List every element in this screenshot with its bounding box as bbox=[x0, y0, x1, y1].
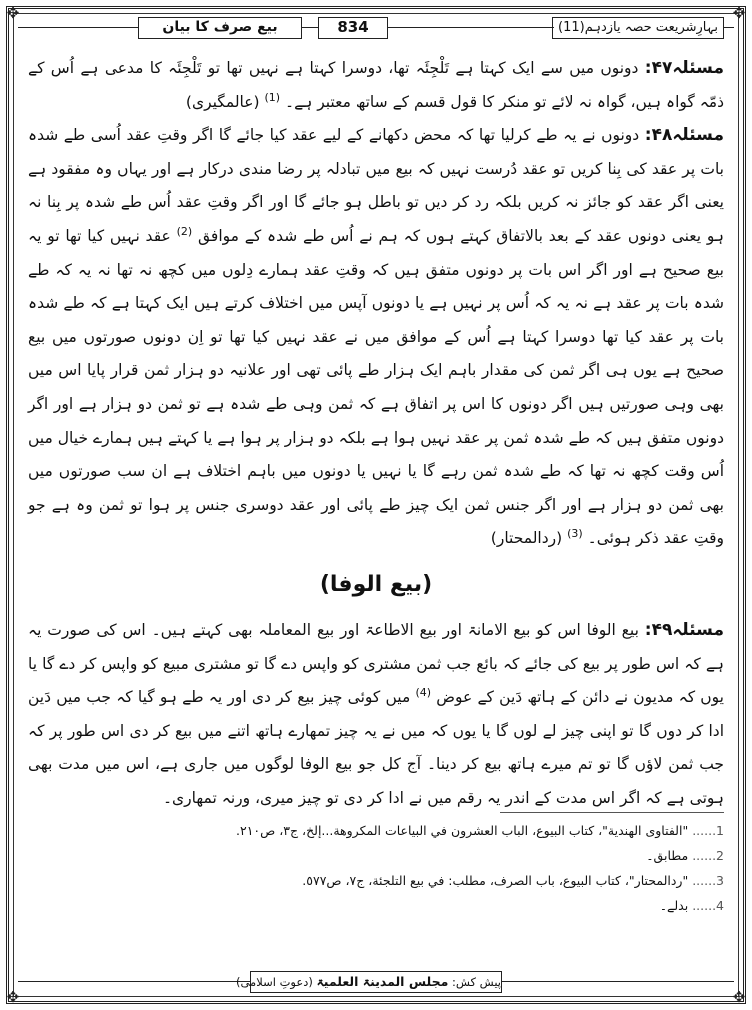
corner-ornament-icon: ✥ bbox=[732, 4, 746, 22]
footnote-text: مطابق۔ bbox=[646, 848, 689, 863]
footnote-number: 2...... bbox=[692, 848, 724, 863]
footnote-ref: (1) bbox=[264, 90, 281, 104]
footnote-divider bbox=[500, 812, 724, 813]
footer-org-note: (دعوتِ اسلامی) bbox=[235, 975, 313, 989]
paragraph-47 bbox=[28, 52, 724, 119]
main-text bbox=[28, 52, 724, 815]
chapter-title: بیع صرف کا بیان bbox=[138, 17, 302, 39]
footnote bbox=[28, 872, 724, 890]
footnotes bbox=[28, 822, 724, 922]
section-title: (بیع الوفا) bbox=[319, 571, 433, 597]
footnote bbox=[28, 822, 724, 840]
paragraph-text: عقد نہیں کیا تھا تو یہ بیع صحیح ہے اور اگر اس بات پر دونوں متفق ہیں کہ وقتِ عقد ہمارے دِلوں میں کچھ نہ تھا نہ یہ کہ طے شدہ بات پر عقد ہے نہ یہ کہ اُس پر نہیں ہے یا دونوں آپس میں اختلاف کرتے ہیں ایک کہتا ہے کہ طے شدہ بات پر عقد کیا تھا دوسرا کہتا ہے اُس کے موافق میں نے عقد نہیں کیا تھا تو اِن دونوں صورتوں میں بیع صحیح ہے یوں ہی اگر ثمن کی مقدار باہم ایک ہزار طے پائی تھی اور علانیہ دو ہزار ثمن قرار پایا اس میں بھی وہی صورتیں ہیں اگر دونوں کا اس پر اتفاق ہے کہ ثمن وہی طے شدہ ہے تو ثمن دو ہزار ہے اور اگر دونوں متفق ہیں کہ طے شدہ ثمن پر عقد نہیں ہوا ہے بلکہ دو ہزار پر ہوا ہے یا کہتے ہیں ہمارے خیال میں اُس وقت کچھ نہ تھا کہ طے شدہ ثمن رہے گا یا نہیں یا دونوں میں باہم اختلاف ہے ان سب صورتوں میں بھی ثمن دو ہزار ہے اور اگر جنس ثمن ایک چیز طے پائی اور عقد دوسری جنس پر ہوا تو ثمن وہ ہے جو وقتِ عقد ذکر ہوئی۔ bbox=[28, 226, 724, 548]
footer-org-name: مجلس المدینۃ العلمیۃ bbox=[316, 974, 449, 989]
page-header bbox=[18, 13, 734, 43]
source-citation: (ردالمحتار) bbox=[490, 529, 563, 548]
paragraph-label: مسئلہ۴۸: bbox=[644, 125, 724, 146]
paragraph-text: بیع الوفا اس کو بیع الامانۃ اور بیع الاطاعۃ اور بیع المعاملہ بھی کہتے ہیں۔ اس کی صورت یہ ہے کہ اس طور پر بیع کی جائے کہ بائع جب ثمن مشتری کو واپس دے گا تو مشتری مبیع کو واپس کر دے گا یا یوں کہ مدیون نے دائن کے ہاتھ دَین کے عوض bbox=[28, 620, 724, 707]
footnote-ref: (3) bbox=[567, 527, 583, 541]
page-number: 834 bbox=[318, 17, 388, 39]
footnote-text: "الفتاوى الهندية"، كتاب البيوع، الباب العشرون في البياعات المكروهة...إلخ، ج٣، ص٢١٠. bbox=[236, 823, 689, 838]
paragraph-label: مسئلہ۴۹: bbox=[644, 619, 724, 640]
footnote-text: "ردالمحتار"، كتاب البيوع، باب الصرف، مطلب: في بيع التلجئة، ج٧، ص٥٧٧. bbox=[302, 873, 689, 888]
footnote bbox=[28, 897, 724, 915]
paragraph-label: مسئلہ۴۷: bbox=[644, 58, 724, 78]
page-footer bbox=[235, 971, 502, 993]
footnote-number: 1...... bbox=[692, 823, 724, 838]
footnote-number: 3...... bbox=[692, 873, 724, 888]
footnote-ref: (2) bbox=[176, 224, 193, 238]
paragraph-text: دونوں میں سے ایک کہتا ہے تَلْجِئَہ تھا، دوسرا کہتا ہے نہیں تھا تو تَلْجِئَہ کا مدعی ہے اُس کے ذمّہ گواہ ہیں، گواہ نہ لائے تو منکر کا قول قسم کے ساتھ معتبر ہے۔ bbox=[28, 59, 724, 111]
corner-ornament-icon: ✥ bbox=[6, 988, 20, 1006]
paragraph-text: دونوں نے یہ طے کرلیا تھا کہ محض دکھانے کے لیے عقد کیا جائے گا اگر وقتِ عقد اُسی طے شدہ بات پر عقد کی بِنا کریں تو عقد دُرست نہیں کہ بیع میں تبادلہ پر رضا مندی درکار ہے اور یہاں وہ مفقود ہے یعنی اگر عقد کو جائز نہ کریں بلکہ رد کر دیں تو باطل ہو جائے گا اور اگر وقتِ عقد اُس طے شدہ پر بِنا نہ ہو یعنی دونوں عقد کے بعد بالاتفاق کہتے ہوں کہ ہم نے اُس طے شدہ کے موافق bbox=[28, 126, 724, 245]
header-rule bbox=[302, 27, 318, 28]
paragraph-text: میں کوئی چیز بیع کر دی اور یہ طے ہو گیا کہ جب میں دَین ادا کر دوں گا تو اپنی چیز لے لوں گا یا یوں کہ میں نے یہ چیز تمھارے ہاتھ اتنے میں بیع کر دی اس طور پر کہ جب ثمن لاؤں گا تو تم میرے ہاتھ بیع کر دینا۔ آج کل جو بیع الوفا لوگوں میں جاری ہے، اس میں مدت بھی ہوتی ہے کہ اگر اس مدت کے اندر یہ رقم میں نے ادا کر دی تو چیز میری، ورنہ تمھاری۔ bbox=[28, 688, 724, 807]
footnote-ref: (4) bbox=[415, 685, 432, 699]
footer-prefix: پیش کش: bbox=[452, 975, 501, 989]
header-rule bbox=[724, 27, 734, 28]
corner-ornament-icon: ✥ bbox=[732, 988, 746, 1006]
header-rule bbox=[388, 27, 554, 28]
header-rule bbox=[18, 27, 138, 28]
paragraph-48 bbox=[28, 119, 724, 556]
footnote bbox=[28, 847, 724, 865]
corner-ornament-icon: ✥ bbox=[6, 4, 20, 22]
book-part-title: بہارِشریعت حصہ یازدہم(11) bbox=[552, 17, 724, 39]
paragraph-49 bbox=[28, 614, 724, 816]
source-citation: (عالمگیری) bbox=[185, 92, 260, 111]
footnote-text: بدلے۔ bbox=[659, 898, 689, 913]
footnote-number: 4...... bbox=[692, 898, 724, 913]
